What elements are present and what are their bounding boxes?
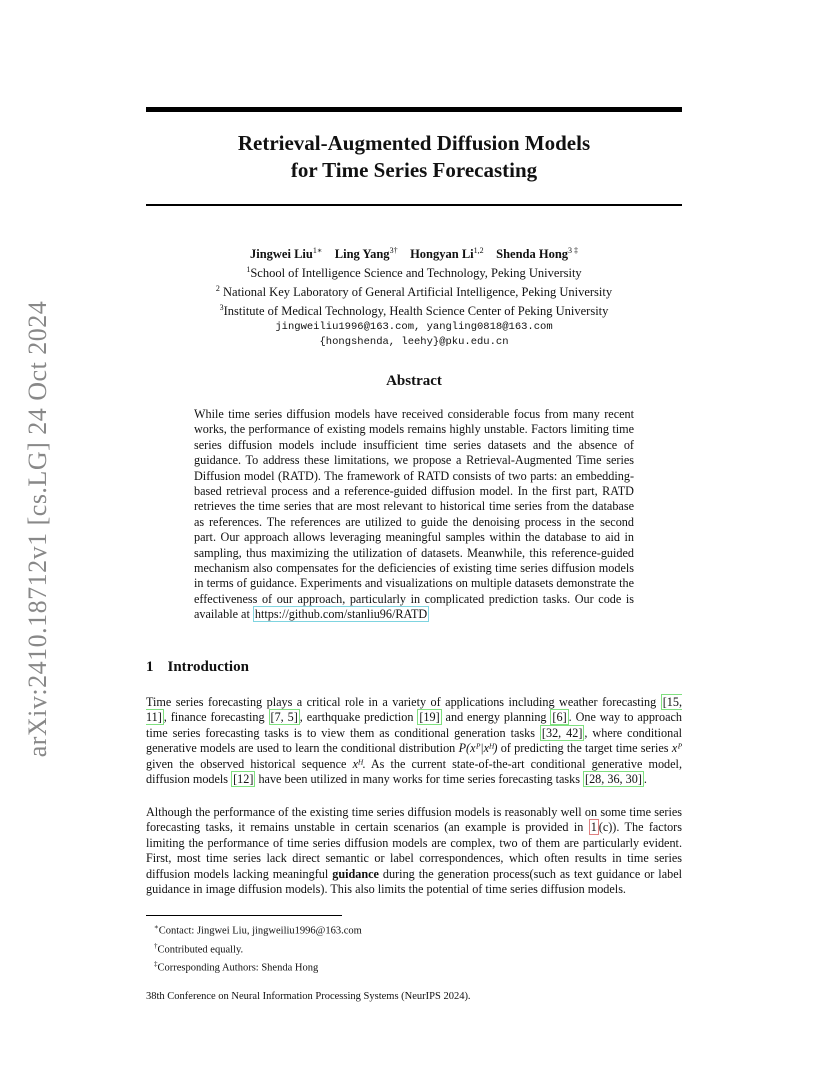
email-line-1: jingweiliu1996@163.com, yangling0818@163.com <box>275 320 553 333</box>
intro-paragraph-2 <box>146 805 682 897</box>
p1-text: . One way to approach time series forecasting tasks is to view them as conditional generation tasks <box>146 710 682 740</box>
abstract-body <box>194 407 634 623</box>
aff3-sup: 3 <box>219 303 224 313</box>
bold-term: guidance <box>332 866 379 881</box>
fn3-mark: ‡ <box>154 960 158 968</box>
code-link[interactable]: https://github.com/stanliu96/RATD <box>254 607 428 622</box>
affiliation-3 <box>146 300 682 319</box>
section-number: 1 <box>146 659 154 675</box>
math-expression: xᴾ <box>671 741 683 756</box>
math-expression: xᴴ <box>352 756 363 771</box>
p1-text: given the observed historical sequence <box>146 756 353 771</box>
section-heading-introduction <box>146 659 249 676</box>
citation-link[interactable]: [32, 42] <box>541 725 583 740</box>
author-3: Hongyan Li <box>410 247 474 262</box>
footnotes <box>154 920 362 976</box>
section-title: Introduction <box>167 659 249 675</box>
fn1-mark: ∗ <box>154 923 159 931</box>
author-block <box>146 243 682 350</box>
p1-text: , finance forecasting <box>163 710 269 725</box>
p1-text: , where conditional generative models are used to learn the conditional distribution <box>146 725 682 756</box>
fn3-text: Corresponding Authors: Shenda Hong <box>157 962 319 974</box>
intro-paragraph-1 <box>146 695 682 787</box>
fn2-text: Contributed equally. <box>157 944 244 955</box>
p2-text: Although the performance of the existing time series diffusion models is reasonably well on some time series forecasting tasks, it remains unstable in certain scenarios (an example is provided in <box>146 805 682 835</box>
author-2-sup: 3† <box>389 246 398 255</box>
title-line-1: Retrieval-Augmented Diffusion Models <box>237 131 591 155</box>
title-bottom-rule <box>146 204 682 206</box>
email-line-2: {hongshenda, leehy}@pku.edu.cn <box>319 335 509 348</box>
affiliation-1 <box>146 262 682 281</box>
aff1-sup: 1 <box>246 265 251 275</box>
citation-link[interactable]: [19] <box>419 710 440 725</box>
p2-text: during the generation process(such as text guidance or label guidance in image diffusion models). This also limits the potential of time series diffusion models. <box>146 866 682 897</box>
p1-text: . <box>643 772 647 787</box>
title-top-rule <box>146 107 682 112</box>
p2-text: (c)). The factors limiting the performance of time series diffusion models are complex, two of them are particularly evident. First, most time series lack direct semantic or label correspondences, which often results in time series diffusion models lacking meaningful <box>146 820 682 881</box>
p1-text: of predicting the target time series <box>497 741 672 756</box>
math-expression: P(xᴾ|xᴴ) <box>458 741 498 756</box>
arxiv-id-text: arXiv:2410.18712v1 [cs.LG] 24 Oct 2024 <box>23 300 52 758</box>
author-1: Jingwei Liu <box>249 247 313 262</box>
p1-text: Time series forecasting plays a critical role in a variety of applications including weather forecasting <box>146 695 661 709</box>
footnote-1 <box>154 920 362 939</box>
aff2-sup: 2 <box>215 284 220 294</box>
aff1-text: School of Intelligence Science and Technology, Peking University <box>250 266 582 281</box>
p1-text: have been utilized in many works for time series forecasting tasks <box>255 772 584 787</box>
citation-link[interactable]: [12] <box>233 772 254 787</box>
fn2-mark: † <box>154 941 158 950</box>
figure-ref-link[interactable]: 1 <box>590 820 597 835</box>
author-3-sup: 1,2 <box>473 246 484 255</box>
author-2: Ling Yang <box>334 247 390 262</box>
p1-text: . As the current state-of-the-art conditional generative model, diffusion models <box>146 756 682 787</box>
author-1-sup: 1∗ <box>312 246 323 255</box>
abstract-text: While time series diffusion models have received considerable focus from many recent works, the performance of existing models remains highly unstable. Factors limiting time series diffusion models include insufficient time series datasets and the absence of guidance. To address these limitations, we propose a Retrieval-Augmented Time series Diffusion model (RATD). The framework of RATD consists of two parts: an embedding-based retrieval process and a reference-guided diffusion model. In the first part, RATD retrieves the time series that are most relevant to historical time series from the database as references. The references are utilized to guide the denoising process in the second part. Our approach allows leveraging meaningful samples within the database to aid in sampling, thus maximizing the utilization of datasets. Meanwhile, this reference-guided mechanism also compensates for the deficiencies of existing time series diffusion models in terms of guidance. Experiments and visualizations on multiple datasets demonstrate the effectiveness of our approach, particularly in complicated prediction tasks. Our code is available at <box>194 407 634 622</box>
fn1-text: Contact: Jingwei Liu, jingweiliu1996@163.com <box>158 925 362 937</box>
author-4: Shenda Hong <box>496 247 569 262</box>
citation-link[interactable]: [7, 5] <box>270 710 298 725</box>
abstract-heading: Abstract <box>386 373 442 389</box>
author-4-sup: 3 ‡ <box>568 246 579 255</box>
venue-note: 38th Conference on Neural Information Processing Systems (NeurIPS 2024). <box>146 991 471 1002</box>
footnote-3 <box>154 957 362 976</box>
citation-link[interactable]: [28, 36, 30] <box>585 772 642 787</box>
title-line-2: for Time Series Forecasting <box>290 158 538 182</box>
affiliation-2 <box>146 281 682 300</box>
citation-link[interactable]: [6] <box>552 710 567 725</box>
paper-title <box>146 130 682 184</box>
aff2-text: National Key Laboratory of General Artificial Intelligence, Peking University <box>219 285 613 300</box>
footnote-2 <box>154 939 362 958</box>
p1-text: , earthquake prediction <box>299 710 418 725</box>
author-names <box>146 243 682 262</box>
citation-link[interactable]: [15, 11] <box>146 695 682 725</box>
p1-text: and energy planning <box>441 710 551 725</box>
aff3-text: Institute of Medical Technology, Health Science Center of Peking University <box>223 304 609 319</box>
footnote-rule <box>146 915 342 916</box>
